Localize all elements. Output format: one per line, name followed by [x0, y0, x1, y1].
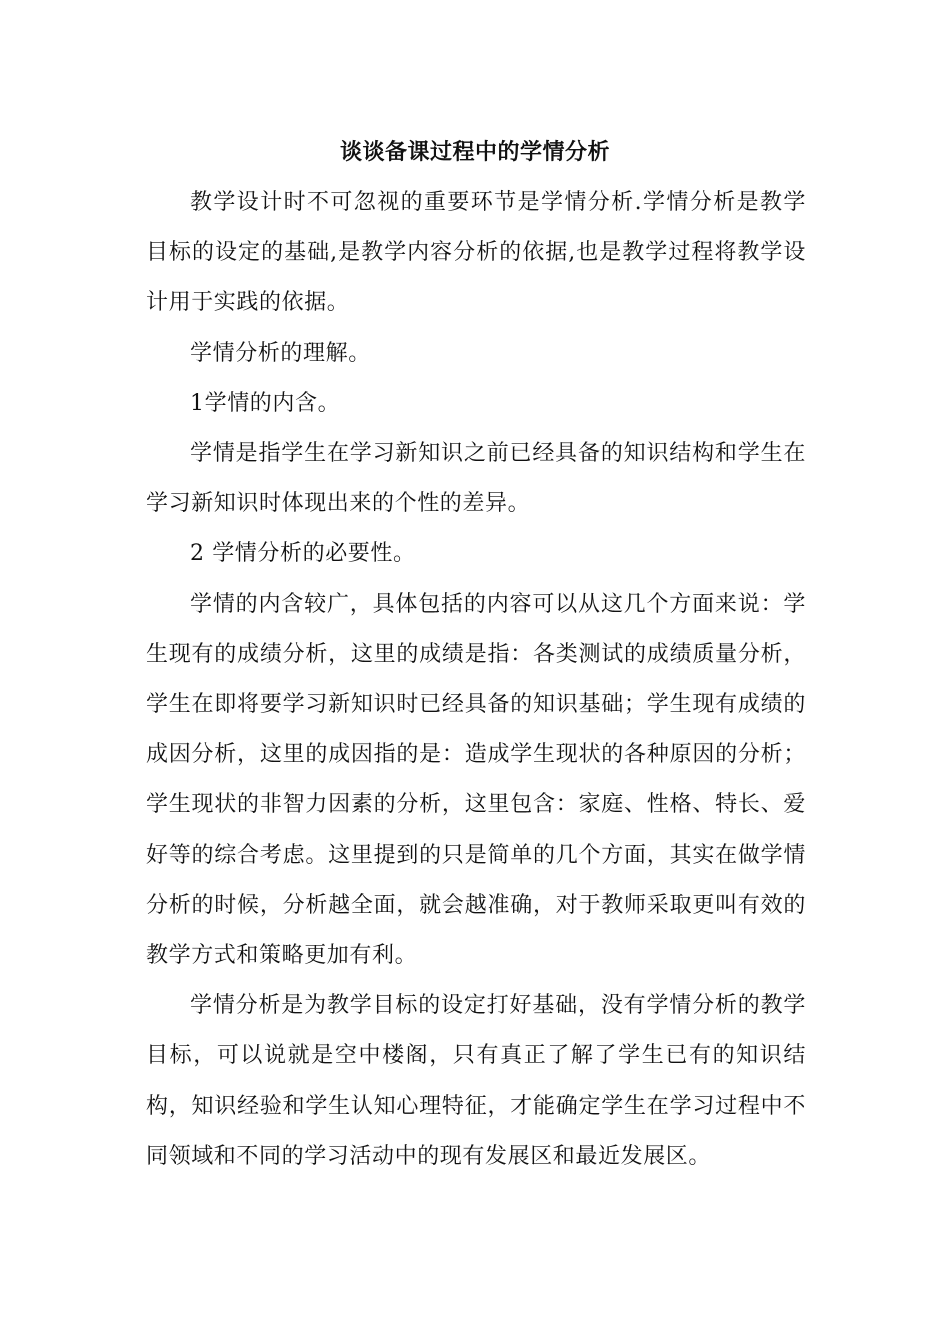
paragraph-definition: 学情是指学生在学习新知识之前已经具备的知识结构和学生在学习新知识时体现出来的个性的差异。 — [146, 441, 806, 517]
document-body — [146, 178, 806, 1182]
paragraph-understanding-heading: 学情分析的理解。 — [190, 340, 371, 366]
paragraph-scope: 学情的内含较广，具体包括的内容可以从这几个方面来说：学生现有的成绩分析，这里的成绩是指：各类测试的成绩质量分析，学生在即将要学习新知识时已经具备的知识基础；学生现有成绩的成因分析，这里的成因指的是：造成学生现状的各种原因的分析；学生现状的非智力因素的分析，这里包含：家庭、性格、特长、爱好等的综合考虑。这里提到的只是简单的几个方面，其实在做学情分析的时候，分析越全面，就会越准确，对于教师采取更叫有效的教学方式和策略更加有利。 — [146, 591, 806, 969]
paragraph-intro: 教学设计时不可忽视的重要环节是学情分析.学情分析是教学目标的设定的基础,是教学内容分析的依据,也是教学过程将教学设计用于实践的依据。 — [146, 190, 806, 316]
paragraph-conclusion: 学情分析是为教学目标的设定打好基础，没有学情分析的教学目标，可以说就是空中楼阁，只有真正了解了学生已有的知识结构，知识经验和学生认知心理特征，才能确定学生在学习过程中不同领域和不同的学习活动中的现有发展区和最近发展区。 — [146, 993, 806, 1169]
paragraph-section-1-heading: 1学情的内含。 — [190, 390, 341, 416]
document-title: 谈谈备课过程中的学情分析 — [339, 139, 610, 165]
paragraph-section-2-heading: 2 学情分析的必要性。 — [190, 541, 416, 567]
